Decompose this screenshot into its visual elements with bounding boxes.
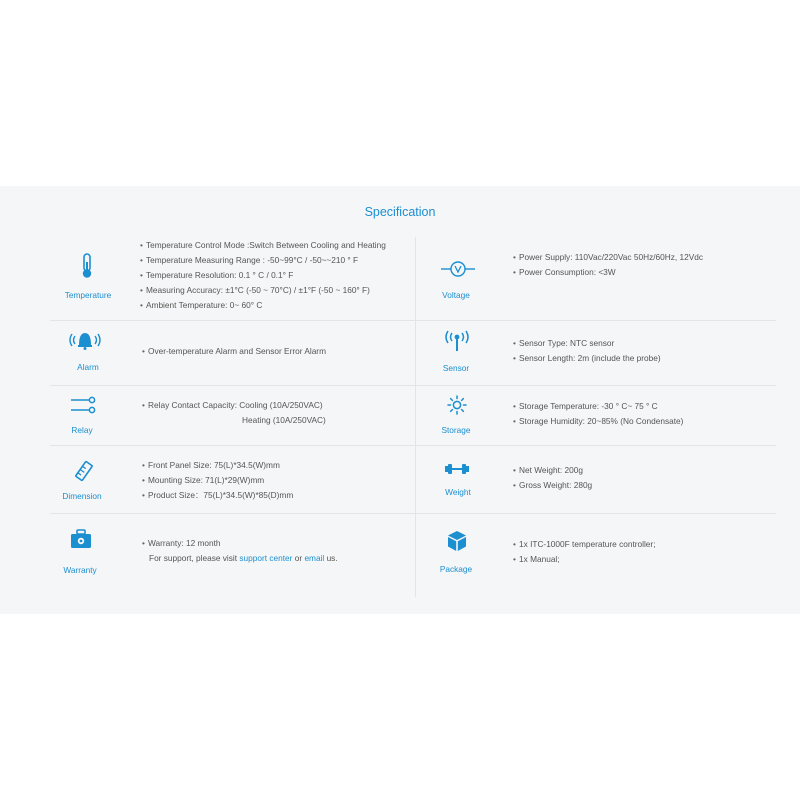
list-item: • Sensor Length: 2m (include the probe) xyxy=(513,353,661,363)
spec-list-relay xyxy=(142,398,326,428)
list-item: • Ambient Temperature: 0~ 60° C xyxy=(140,300,263,310)
list-item: • Power Consumption: <3W xyxy=(513,267,616,277)
relay-switch-icon xyxy=(69,396,97,414)
spec-list-storage xyxy=(513,399,683,429)
specification-panel xyxy=(0,186,800,614)
list-item: • Mounting Size: 71(L)*29(W)mm xyxy=(142,475,265,485)
spec-label-alarm: Alarm xyxy=(77,362,99,372)
spec-list-package xyxy=(513,537,656,567)
spec-label-relay: Relay xyxy=(71,425,93,435)
row-divider xyxy=(50,385,776,386)
row-divider xyxy=(50,445,776,446)
list-item: • Storage Humidity: 20~85% (No Condensate) xyxy=(513,416,684,426)
list-item: • Gross Weight: 280g xyxy=(513,480,593,490)
list-item: • Measuring Accuracy: ±1°C (-50 ~ 70°C) / ±1°F (-50 ~ 160° F) xyxy=(140,285,370,295)
list-item: • Power Supply: 110Vac/220Vac 50Hz/60Hz, 12Vdc xyxy=(513,252,704,262)
list-item: • 1x ITC-1000F temperature controller; xyxy=(513,539,656,549)
ruler-icon xyxy=(71,460,97,482)
email-link[interactable]: email xyxy=(304,553,325,563)
list-item: • 1x Manual; xyxy=(513,554,560,564)
alarm-bell-icon xyxy=(68,330,102,350)
thermometer-icon xyxy=(73,253,101,279)
list-item: • Storage Temperature: -30 ° C~ 75 ° C xyxy=(513,401,658,411)
sensor-antenna-icon xyxy=(443,330,471,352)
list-item: • Warranty: 12 month xyxy=(142,538,221,548)
spec-label-temperature: Temperature xyxy=(64,290,112,300)
package-box-icon xyxy=(444,530,470,552)
spec-list-dimension xyxy=(142,458,293,503)
list-item: • Temperature Control Mode :Switch Between Cooling and Heating xyxy=(140,240,386,250)
support-center-link[interactable]: support center xyxy=(239,553,293,563)
page-title: Specification xyxy=(364,205,436,219)
spec-list-temperature xyxy=(140,238,386,313)
dumbbell-icon xyxy=(443,463,471,475)
spec-label-warranty: Warranty xyxy=(63,565,97,575)
support-line: For support, please visit support center or email us. xyxy=(149,553,338,563)
spec-label-weight: Weight xyxy=(445,487,471,497)
list-item: • Relay Contact Capacity: Cooling (10A/250VAC) xyxy=(142,400,323,410)
spec-label-voltage: Voltage xyxy=(442,290,470,300)
list-item: • Over-temperature Alarm and Sensor Error Alarm xyxy=(142,346,326,356)
spec-label-storage: Storage xyxy=(441,425,471,435)
list-item: • Front Panel Size: 75(L)*34.5(W)mm xyxy=(142,460,280,470)
row-divider xyxy=(50,513,776,514)
spec-label-package: Package xyxy=(439,564,473,574)
list-item: Heating (10A/250VAC) xyxy=(242,415,326,425)
voltmeter-icon xyxy=(440,260,476,278)
spec-list-voltage xyxy=(513,250,703,280)
row-divider xyxy=(50,320,776,321)
spec-label-dimension: Dimension xyxy=(62,491,102,501)
list-item: • Temperature Measuring Range : -50~99°C / -50~~210 ° F xyxy=(140,255,359,265)
spec-label-sensor: Sensor xyxy=(442,363,470,373)
spec-list-sensor xyxy=(513,336,661,366)
warranty-toolbox-icon xyxy=(68,529,94,549)
list-item: • Net Weight: 200g xyxy=(513,465,583,475)
list-item: • Temperature Resolution: 0.1 ° C / 0.1° F xyxy=(140,270,294,280)
list-item: • Product Size：75(L)*34.5(W)*85(D)mm xyxy=(142,490,294,500)
spec-list-weight xyxy=(513,463,592,493)
spec-list-alarm xyxy=(142,344,326,359)
sun-icon xyxy=(445,395,469,415)
spec-list-warranty xyxy=(142,536,338,566)
list-item: • Sensor Type: NTC sensor xyxy=(513,338,615,348)
